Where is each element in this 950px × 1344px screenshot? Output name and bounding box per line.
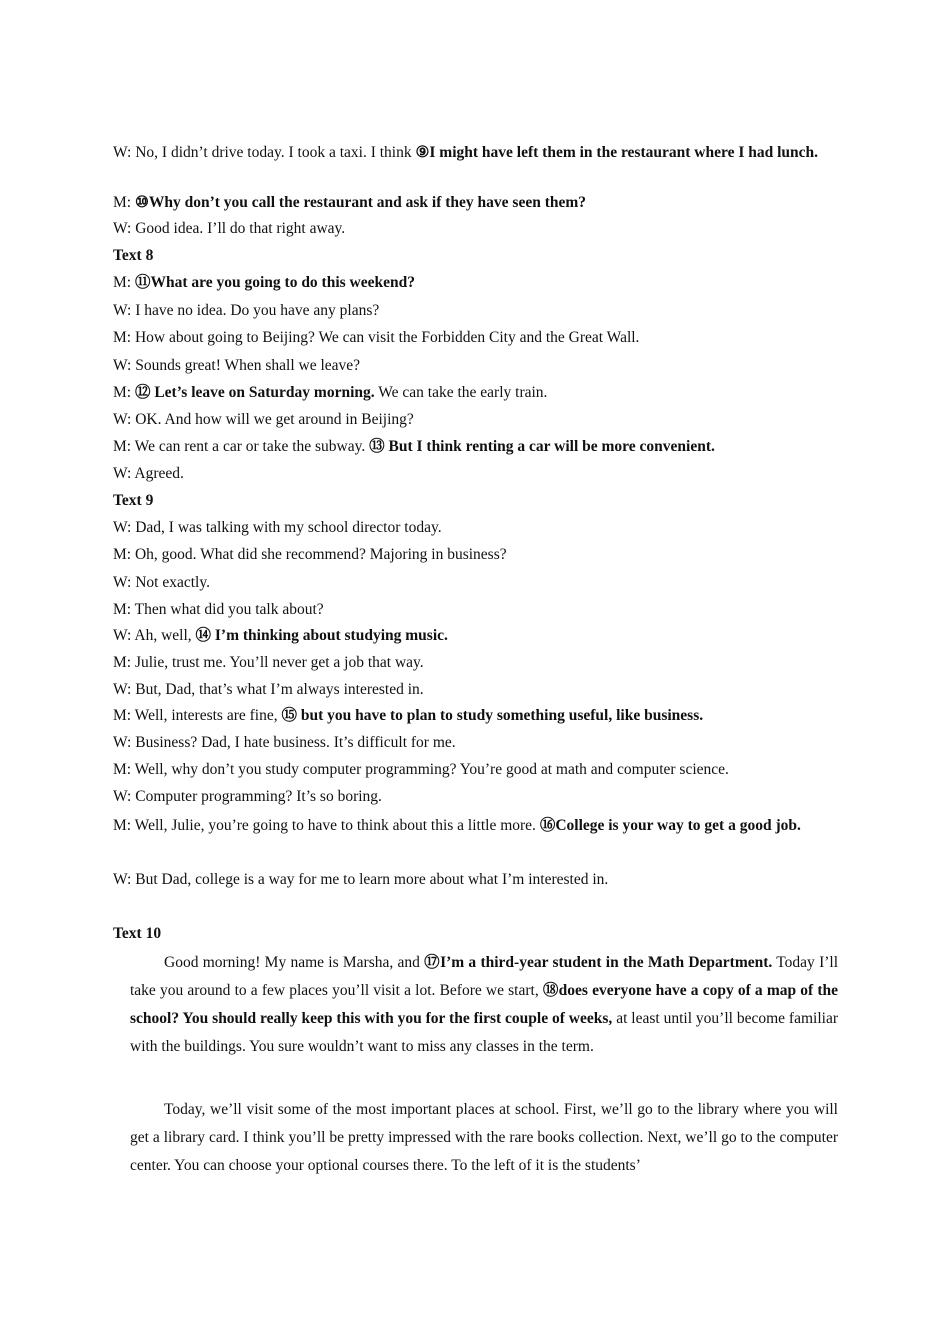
section-heading: Text 8 — [113, 247, 154, 264]
dialogue-line: M: Oh, good. What did she recommend? Majoring in business? — [113, 546, 507, 563]
dialogue-line: W: Not exactly. — [113, 574, 210, 591]
dialogue-line — [113, 142, 821, 163]
dialogue-line: M: Well, why don’t you study computer programming? You’re good at math and computer science. — [113, 761, 729, 778]
bold-answer: ⑬ But I think renting a car will be more convenient. — [369, 438, 715, 455]
speaker-text: M: Well, interests are fine, — [113, 707, 282, 724]
dialogue-line — [113, 706, 703, 726]
dialogue-line: W: Good idea. I’ll do that right away. — [113, 220, 346, 237]
bold-answer: ⑰I’m a third-year student in the Math Department. — [424, 954, 773, 971]
plain-text: We can take the early train. — [374, 384, 548, 401]
dialogue-line: W: Agreed. — [113, 465, 184, 482]
speaker-text: M: Well, Julie, you’re going to have to think about this a little more. — [113, 817, 540, 834]
speaker-text: M: — [113, 194, 135, 211]
speaker-text: M: We can rent a car or take the subway. — [113, 438, 370, 455]
dialogue-line — [113, 383, 547, 403]
plain-text: at least until you’ll become familiar with the buildings. You sure wouldn’t want to miss any classes in the term. — [130, 1010, 838, 1055]
dialogue-line — [113, 193, 586, 213]
speaker-text: M: — [113, 274, 135, 291]
bold-answer: ⑮ but you have to plan to study something useful, like business. — [281, 707, 704, 724]
plain-text: Today, we’ll visit some of the most important places at school. First, we’ll go to the library where you will get a library card. I think you’ll be pretty impressed with the rare books collection. Next, we’ll go to the computer center. You can choose your optional courses there. To the left of it is the students’ — [130, 1101, 838, 1174]
dialogue-line: W: Dad, I was talking with my school director today. — [113, 519, 442, 536]
bold-answer: ⑩Why don’t you call the restaurant and ask if they have seen them? — [134, 194, 587, 211]
plain-text: Today I’ll take you around to a few places you’ll visit a lot. Before we start, — [130, 954, 838, 999]
dialogue-line: W: Business? Dad, I hate business. It’s difficult for me. — [113, 734, 456, 751]
dialogue-line — [113, 273, 415, 293]
dialogue-line: W: OK. And how will we get around in Beijing? — [113, 411, 414, 428]
bold-answer: ⑯College is your way to get a good job. — [539, 817, 801, 834]
dialogue-line — [113, 626, 448, 646]
section-heading: Text 9 — [113, 492, 154, 509]
paragraph — [130, 1096, 838, 1180]
plain-text: Good morning! My name is Marsha, and — [164, 954, 425, 971]
speaker-text: W: Ah, well, — [113, 627, 196, 644]
bold-answer: ⑪What are you going to do this weekend? — [134, 274, 415, 291]
bold-answer: ⑨I might have left them in the restaurant where I had lunch. — [415, 144, 819, 161]
dialogue-line: W: I have no idea. Do you have any plans? — [113, 302, 380, 319]
section-heading: Text 10 — [113, 925, 162, 942]
dialogue-line: M: Then what did you talk about? — [113, 601, 324, 618]
bold-answer: ⑭ I’m thinking about studying music. — [195, 627, 448, 644]
dialogue-line — [113, 437, 715, 457]
dialogue-line: M: Julie, trust me. You’ll never get a job that way. — [113, 654, 424, 671]
bold-answer: ⑱does everyone have a copy of a map of the school? You should really keep this with you for the first couple of weeks, — [130, 982, 838, 1027]
paragraph — [130, 949, 838, 1061]
bold-answer: ⑫ Let’s leave on Saturday morning. — [134, 384, 375, 401]
speaker-text: M: — [113, 384, 135, 401]
dialogue-line: W: Sounds great! When shall we leave? — [113, 357, 361, 374]
dialogue-line: W: But, Dad, that’s what I’m always interested in. — [113, 681, 424, 698]
dialogue-line: W: Computer programming? It’s so boring. — [113, 788, 382, 805]
dialogue-line: M: How about going to Beijing? We can visit the Forbidden City and the Great Wall. — [113, 329, 640, 346]
dialogue-line — [113, 815, 825, 836]
dialogue-line: W: But Dad, college is a way for me to learn more about what I’m interested in. — [113, 871, 609, 888]
speaker-text: W: No, I didn’t drive today. I took a taxi. I think — [113, 144, 416, 161]
